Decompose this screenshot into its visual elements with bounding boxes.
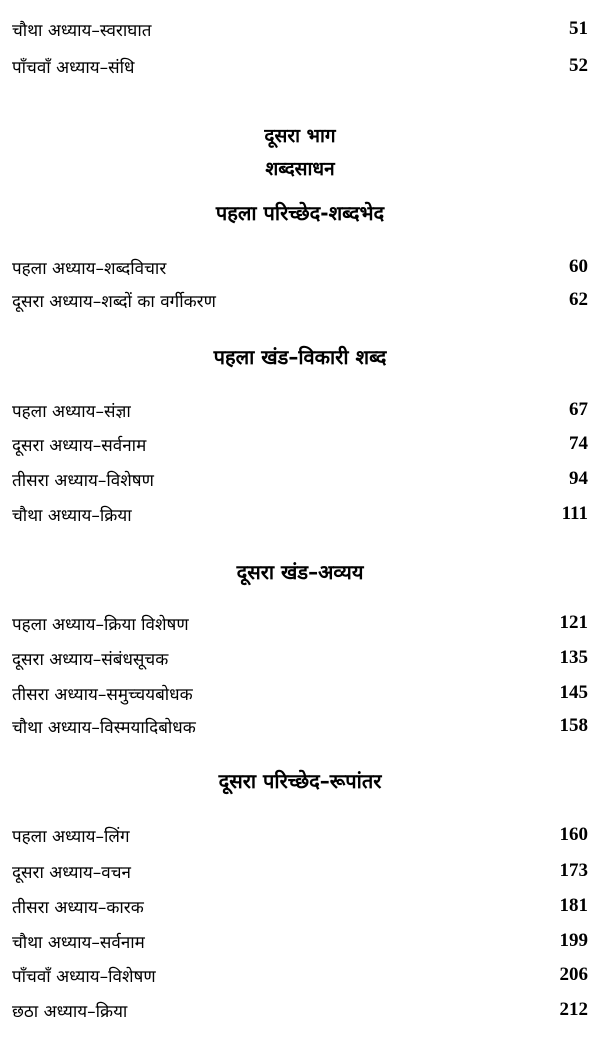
toc-entry-page: 206 (559, 964, 588, 985)
toc-entry-title: दूसरा अध्याय–सर्वनाम (12, 435, 147, 456)
toc-entry-title: तीसरा अध्याय–कारक (12, 897, 144, 918)
chapter-heading: पहला परिच्छेद-शब्दभेद (215, 201, 385, 225)
toc-entry-title: चौथा अध्याय–विस्मयादिबोधक (12, 717, 196, 738)
toc-entry (12, 995, 588, 1025)
toc-entry-page: 121 (559, 612, 588, 633)
chapter-heading: दूसरा परिच्छेद–रूपांतर (218, 769, 382, 793)
toc-entry-page: 158 (559, 715, 588, 736)
toc-entry-title: चौथा अध्याय–क्रिया (12, 505, 132, 526)
toc-entry (12, 608, 588, 638)
part-subheading: शब्दसाधन (265, 158, 335, 180)
toc-entry (12, 711, 588, 741)
toc-entry-title: चौथा अध्याय–स्वराघात (12, 20, 152, 41)
toc-entry (12, 252, 588, 282)
toc-entry (12, 926, 588, 956)
toc-entry-title: दूसरा अध्याय–शब्दों का वर्गीकरण (12, 291, 216, 312)
toc-entry (12, 51, 588, 81)
toc-entry-page: 74 (569, 433, 588, 454)
toc-entry-title: पाँचवाँ अध्याय–संधि (12, 57, 135, 78)
section-heading: पहला खंड–विकारी शब्द (213, 345, 387, 369)
toc-entry-page: 94 (569, 468, 588, 489)
toc-entry (12, 856, 588, 886)
toc-entry (12, 678, 588, 708)
toc-entry (12, 820, 588, 850)
toc-entry-title: दूसरा अध्याय–वचन (12, 862, 131, 883)
section-heading: दूसरा खंड–अव्यय (236, 560, 364, 584)
toc-entry-page: 52 (569, 55, 588, 76)
toc-entry (12, 429, 588, 459)
toc-entry-page: 199 (559, 930, 588, 951)
toc-entry-page: 60 (569, 256, 588, 277)
toc-entry-title: पहला अध्याय–शब्दविचार (12, 258, 167, 279)
toc-entry-page: 181 (559, 895, 588, 916)
toc-entry-title: तीसरा अध्याय–समुच्चयबोधक (12, 684, 193, 705)
toc-entry (12, 14, 588, 44)
part-heading: दूसरा भाग (264, 125, 336, 147)
toc-entry-title: पहला अध्याय–क्रिया विशेषण (12, 614, 189, 635)
toc-entry-page: 145 (559, 682, 588, 703)
toc-entry-page: 212 (559, 999, 588, 1020)
toc-entry-page: 111 (561, 503, 588, 524)
toc-entry-page: 67 (569, 399, 588, 420)
toc-entry-page: 135 (559, 647, 588, 668)
toc-entry (12, 643, 588, 673)
toc-entry-title: पाँचवाँ अध्याय–विशेषण (12, 966, 156, 987)
toc-entry (12, 395, 588, 425)
toc-entry-page: 173 (559, 860, 588, 881)
toc-entry-title: दूसरा अध्याय–संबंधसूचक (12, 649, 169, 670)
toc-entry-title: पहला अध्याय–संज्ञा (12, 401, 131, 422)
toc-entry-page: 160 (559, 824, 588, 845)
toc-entry (12, 285, 588, 315)
toc-entry (12, 499, 588, 529)
toc-entry (12, 464, 588, 494)
toc-entry-page: 51 (569, 18, 588, 39)
toc-entry-page: 62 (569, 289, 588, 310)
toc-entry (12, 891, 588, 921)
toc-entry (12, 960, 588, 990)
toc-entry-title: छठा अध्याय–क्रिया (12, 1001, 128, 1022)
toc-entry-title: चौथा अध्याय–सर्वनाम (12, 932, 145, 953)
toc-entry-title: तीसरा अध्याय–विशेषण (12, 470, 154, 491)
toc-entry-title: पहला अध्याय–लिंग (12, 826, 130, 847)
